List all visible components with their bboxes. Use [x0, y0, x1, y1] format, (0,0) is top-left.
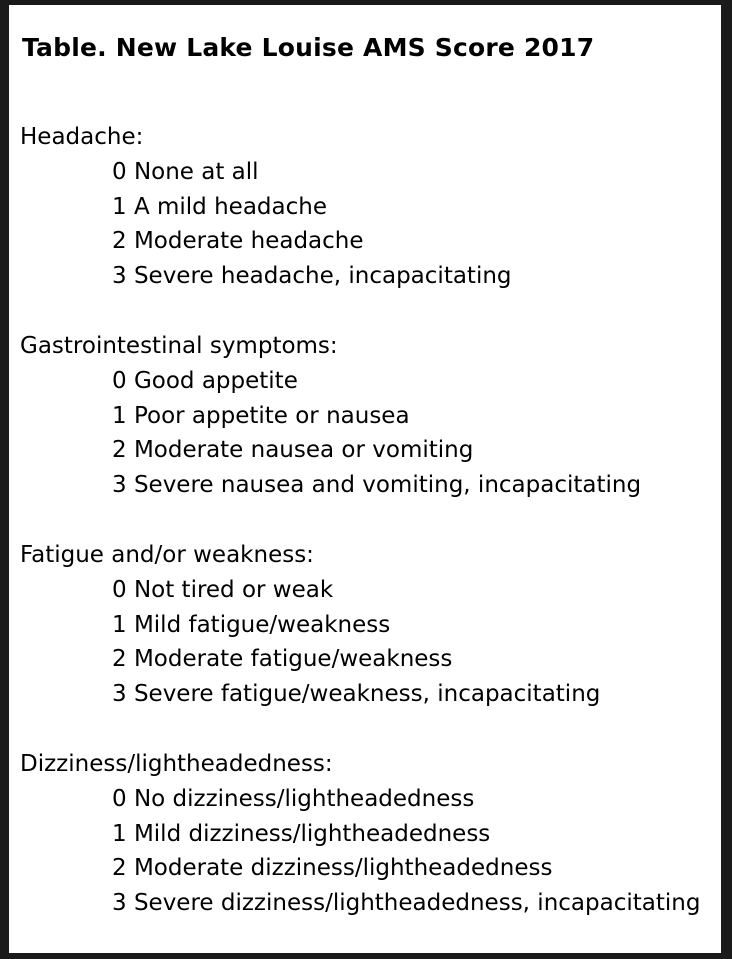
score-option: 2 Moderate fatigue/weakness [112, 646, 453, 673]
section-heading: Headache: [20, 124, 144, 150]
score-options-list [20, 782, 700, 921]
section-dizziness [20, 747, 700, 921]
score-option: 1 Mild fatigue/weakness [112, 611, 391, 638]
score-options-list [20, 364, 641, 503]
table-title: Table. New Lake Louise AMS Score 2017 [22, 33, 595, 62]
score-option: 3 Severe dizziness/lightheadedness, incapacitating [112, 890, 701, 917]
score-option: 2 Moderate dizziness/lightheadedness [112, 855, 553, 882]
section-heading: Dizziness/lightheadedness: [20, 751, 333, 777]
score-option: 1 Mild dizziness/lightheadedness [112, 820, 491, 847]
score-option: 1 A mild headache [112, 193, 327, 220]
score-option: 0 None at all [112, 159, 259, 185]
score-option: 2 Moderate headache [112, 228, 364, 255]
section-fatigue [20, 538, 600, 712]
score-option: 1 Poor appetite or nausea [112, 402, 410, 429]
section-headache [20, 120, 512, 294]
score-option: 3 Severe fatigue/weakness, incapacitating [112, 681, 601, 708]
section-heading: Fatigue and/or weakness: [20, 542, 314, 568]
section-heading: Gastrointestinal symptoms: [20, 333, 338, 359]
score-option: 0 Good appetite [112, 368, 298, 394]
score-option: 3 Severe headache, incapacitating [112, 263, 512, 290]
score-options-list [20, 573, 600, 712]
score-options-list [20, 155, 512, 294]
score-option: 0 Not tired or weak [112, 577, 334, 603]
score-option: 0 No dizziness/lightheadedness [112, 786, 475, 812]
section-gastrointestinal [20, 329, 641, 503]
score-option: 3 Severe nausea and vomiting, incapacitating [112, 472, 642, 499]
score-option: 2 Moderate nausea or vomiting [112, 437, 474, 464]
